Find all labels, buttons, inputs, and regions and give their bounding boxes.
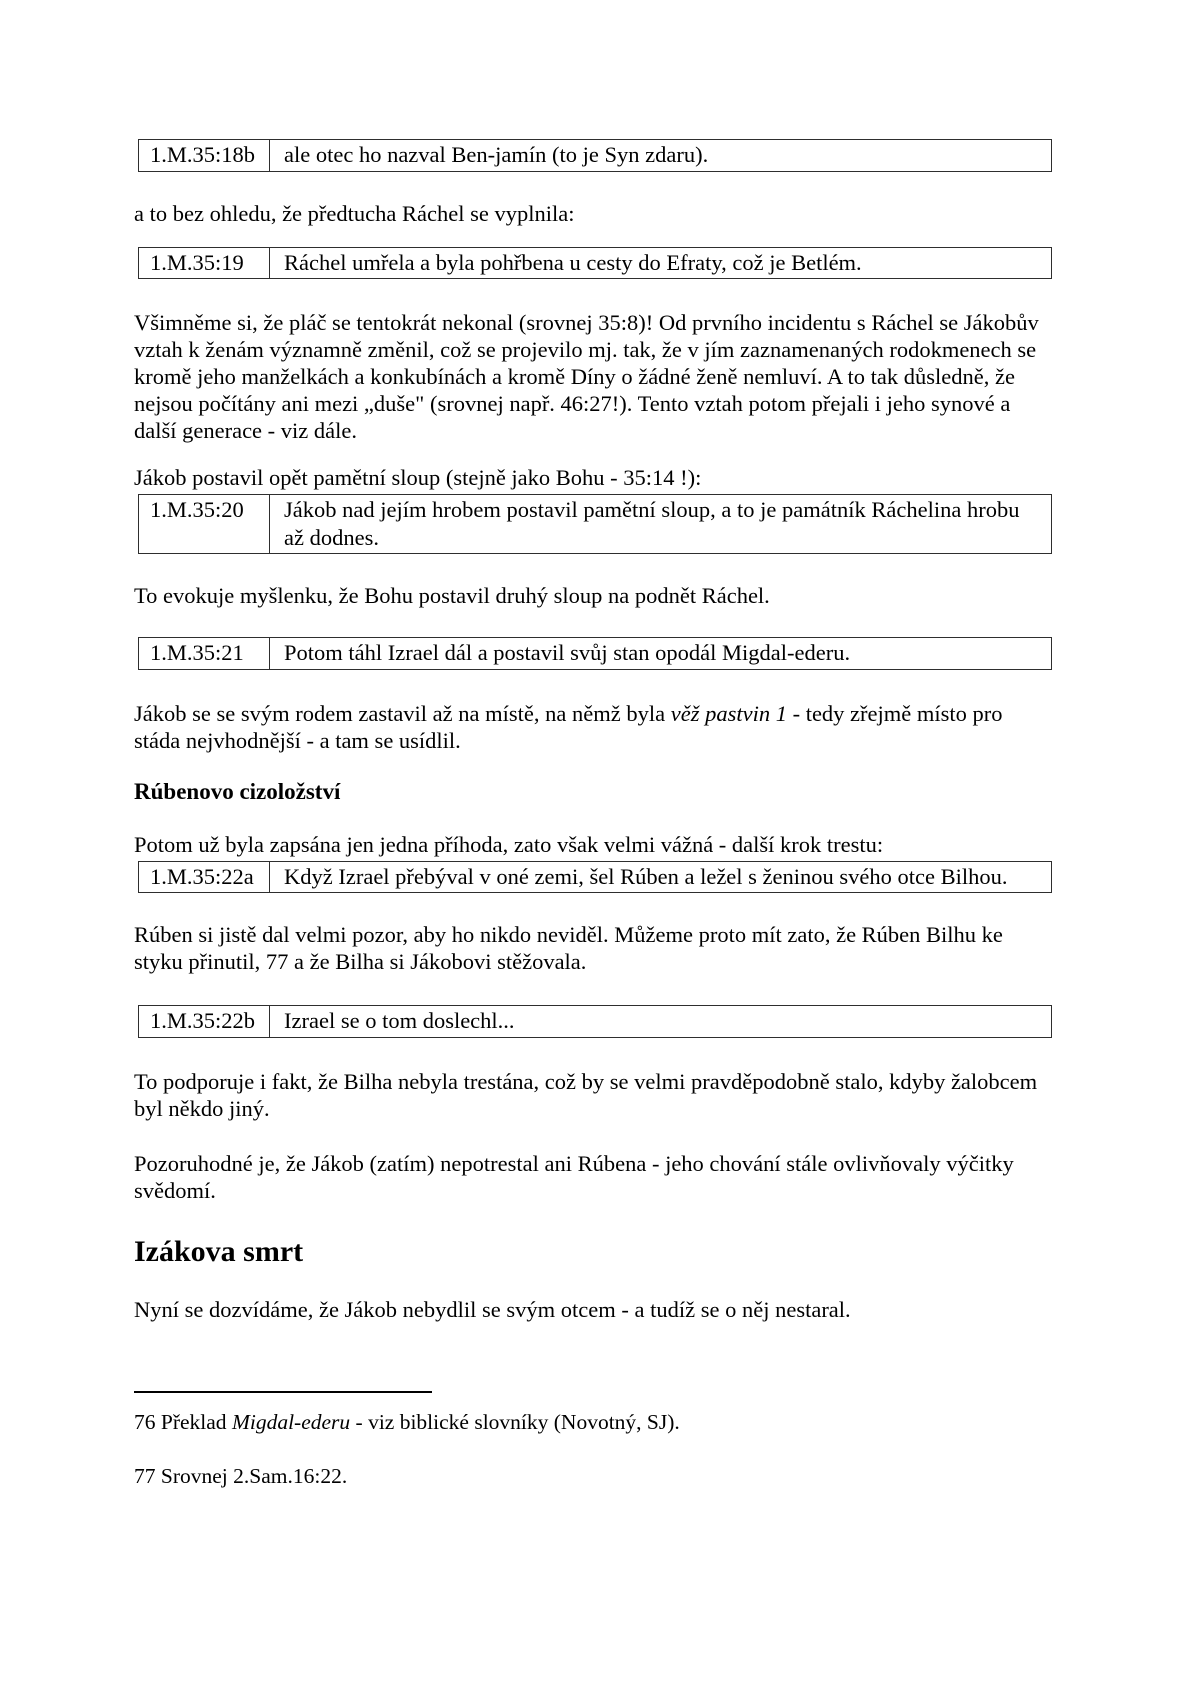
text-run: 76 Překlad [134, 1409, 232, 1434]
paragraph-intro-rachel: a to bez ohledu, že předtucha Ráchel se vyplnila: [134, 200, 575, 226]
paragraph-commentary-pozoruhodne: Pozoruhodné je, že Jákob (zatím) nepotrestal ani Rúbena - jeho chování stále ovlivňovaly výčitky svědomí. [134, 1150, 1014, 1203]
italic-text-run: Migdal-ederu [231, 1409, 351, 1434]
verse-table-35-18b [138, 139, 1052, 172]
verse-ref: 1.M.35:20 [139, 495, 270, 554]
table-row [139, 638, 1052, 670]
section-heading-rubenovo-cizolozstvi: Rúbenovo cizoložství [134, 778, 341, 804]
table-row [139, 247, 1052, 279]
paragraph-intro-sloup: Jákob postavil opět pamětní sloup (stejně jako Bohu - 35:14 !): [134, 465, 702, 490]
verse-table-35-21 [138, 637, 1052, 670]
verse-text: Ráchel umřela a byla pohřbena u cesty do Efraty, což je Betlém. [270, 247, 1052, 279]
verse-ref: 1.M.35:21 [139, 638, 270, 670]
footnotes-section [134, 1391, 1054, 1489]
verse-table-35-19 [138, 247, 1052, 280]
verse-text: ale otec ho nazval Ben-jamín (to je Syn zdaru). [270, 140, 1052, 172]
paragraph-commentary-evokuje: To evokuje myšlenku, že Bohu postavil druhý sloup na podnět Ráchel. [134, 583, 770, 608]
verse-text: Potom táhl Izrael dál a postavil svůj stan opodál Migdal-ederu. [270, 638, 1052, 670]
paragraph-intro-prihoda: Potom už byla zapsána jen jedna příhoda, zato však velmi vážná - další krok trestu: [134, 831, 884, 857]
verse-ref: 1.M.35:22b [139, 1006, 270, 1038]
verse-table-35-22a [138, 861, 1052, 894]
verse-ref: 1.M.35:18b [139, 140, 270, 172]
chapter-heading-izakova-smrt: Izákova smrt [134, 1234, 304, 1268]
verse-table-35-22b [138, 1005, 1052, 1038]
table-row [139, 495, 1052, 554]
verse-ref: 1.M.35:19 [139, 247, 270, 279]
text-run: Jákob se se svým rodem zastavil až na místě, na němž byla [134, 700, 671, 726]
paragraph-commentary-vez-pastvin [134, 700, 1054, 754]
footnote-separator [134, 1391, 432, 1393]
footnote-76 [134, 1409, 1054, 1435]
verse-ref: 1.M.35:22a [139, 861, 270, 893]
paragraph-commentary-ruben: Rúben si jistě dal velmi pozor, aby ho nikdo neviděl. Můžeme proto mít zato, že Rúben Bilhu ke styku přinutil, 77 a že Bilha si Jákobovi stěžovala. [134, 922, 1003, 974]
text-run: - viz biblické slovníky (Novotný, SJ). [350, 1409, 680, 1434]
paragraph-commentary-bilha: To podporuje i fakt, že Bilha nebyla trestána, což by se velmi pravděpodobně stalo, kdyby žalobcem byl někdo jiný. [134, 1068, 1038, 1121]
table-row [139, 140, 1052, 172]
verse-text: Když Izrael přebýval v oné zemi, šel Rúben a ležel s ženinou svého otce Bilhou. [270, 861, 1052, 893]
verse-table-35-20 [138, 494, 1052, 554]
verse-text: Jákob nad jejím hrobem postavil pamětní sloup, a to je památník Ráchelina hrobu až dodnes. [270, 495, 1052, 554]
paragraph-commentary-plac: Všimněme si, že pláč se tentokrát nekonal (srovnej 35:8)! Od prvního incidentu s Ráchel se Jákobův vztah k ženám významně změnil, což se projevilo mj. tak, že v jím zaznamenaných rodokmenech se kromě jeho manželkách a konkubínách a kromě Díny o žádné ženě nemluví. A to tak důsledně, že nejsou počítány ani mezi „duše" (srovnej např. 46:27!). Tento vztah potom přejali i jeho synové a další generace - viz dále. [134, 310, 1039, 443]
italic-text-run: věž pastvin 1 [670, 700, 787, 726]
verse-text: Izrael se o tom doslechl... [270, 1006, 1052, 1038]
table-row [139, 1006, 1052, 1038]
text-run: - tedy zřejmě místo pro stáda nejvhodnější - a tam se usídlil. [134, 700, 1003, 753]
footnote-77: 77 Srovnej 2.Sam.16:22. [134, 1463, 348, 1488]
table-row [139, 861, 1052, 893]
paragraph-commentary-nyni: Nyní se dozvídáme, že Jákob nebydlil se svým otcem - a tudíž se o něj nestaral. [134, 1296, 851, 1322]
